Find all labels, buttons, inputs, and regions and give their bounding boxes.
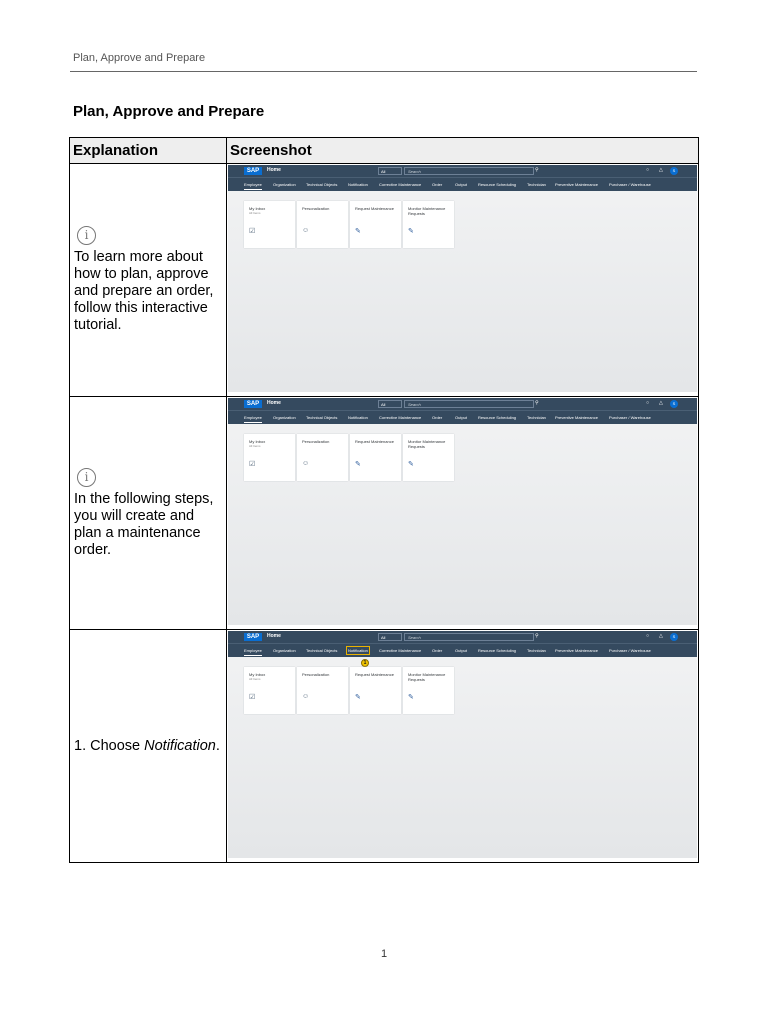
tab-organization: Organization bbox=[273, 648, 296, 653]
tab-technical-objects: Technical Objects bbox=[306, 648, 338, 653]
tab-preventive-maintenance: Preventive Maintenance bbox=[555, 415, 598, 420]
home-menu: Home bbox=[267, 633, 281, 639]
document-icon: ✎ bbox=[408, 461, 414, 468]
help-icon: ○ bbox=[646, 633, 650, 639]
avatar: S bbox=[670, 400, 678, 408]
tab-preventive-maintenance: Preventive Maintenance bbox=[555, 182, 598, 187]
tab-technician: Technician bbox=[527, 182, 546, 187]
home-menu: Home bbox=[267, 167, 281, 173]
tab-order: Order bbox=[432, 415, 443, 420]
inbox-icon: ☑ bbox=[249, 461, 256, 468]
column-header-explanation: Explanation bbox=[70, 138, 227, 164]
space-tabs bbox=[228, 177, 697, 191]
inbox-icon: ☑ bbox=[249, 694, 256, 701]
person-icon: ☺ bbox=[302, 460, 310, 467]
tab-technician: Technician bbox=[527, 415, 546, 420]
avatar: S bbox=[670, 633, 678, 641]
search-icon: ⚲ bbox=[535, 400, 539, 406]
tab-order: Order bbox=[432, 182, 443, 187]
sap-launchpad-screenshot bbox=[228, 398, 697, 625]
search-icon: ⚲ bbox=[535, 167, 539, 173]
info-icon: i bbox=[77, 226, 96, 245]
table-row bbox=[70, 164, 699, 397]
sap-logo: SAP bbox=[244, 400, 262, 408]
document-icon: ✎ bbox=[408, 694, 414, 701]
tab-purchaser-warehouse: Purchaser / Warehouse bbox=[609, 415, 651, 420]
shell-bar bbox=[228, 398, 697, 410]
tile-request-maintenance: Request Maintenance ✎ bbox=[350, 434, 401, 481]
tab-notification: Notification bbox=[348, 415, 368, 420]
space-tabs bbox=[228, 643, 697, 657]
header-divider bbox=[70, 71, 697, 72]
document-icon: ✎ bbox=[408, 228, 414, 235]
column-header-screenshot: Screenshot bbox=[227, 138, 699, 164]
document-icon: ✎ bbox=[355, 461, 361, 468]
sap-launchpad-screenshot bbox=[228, 631, 697, 858]
search-icon: ⚲ bbox=[535, 633, 539, 639]
info-icon: i bbox=[77, 468, 96, 487]
shell-bar bbox=[228, 165, 697, 177]
screenshot-cell bbox=[227, 164, 699, 397]
sap-logo: SAP bbox=[244, 167, 262, 175]
search-input: Search bbox=[404, 633, 534, 641]
tab-technician: Technician bbox=[527, 648, 546, 653]
avatar: S bbox=[670, 167, 678, 175]
tile-my-inbox: My Inbox All Items ☑ bbox=[244, 667, 295, 714]
step-marker: 1 bbox=[361, 659, 369, 667]
explanation-cell bbox=[70, 630, 227, 863]
tab-notification-highlighted: Notification bbox=[348, 648, 368, 653]
tab-output: Output bbox=[455, 648, 468, 653]
search-scope-select: All bbox=[378, 633, 402, 641]
search-input: Search bbox=[404, 400, 534, 408]
table-row bbox=[70, 397, 699, 630]
tab-purchaser-warehouse: Purchaser / Warehouse bbox=[609, 182, 651, 187]
home-menu: Home bbox=[267, 400, 281, 406]
tab-output: Output bbox=[455, 182, 468, 187]
explanation-text: To learn more about how to plan, approve and prepare an order, follow this interactive tutorial. bbox=[74, 249, 214, 333]
bell-icon: △ bbox=[659, 633, 663, 639]
tile-personalization: Personalization ☺ bbox=[297, 201, 348, 248]
tile-monitor-maintenance-requests: Monitor Maintenance Requests ✎ bbox=[403, 201, 454, 248]
tile-my-inbox: My Inbox All Items ☑ bbox=[244, 201, 295, 248]
inbox-icon: ☑ bbox=[249, 228, 256, 235]
tab-corrective-maintenance: Corrective Maintenance bbox=[379, 415, 422, 420]
tab-purchaser-warehouse: Purchaser / Warehouse bbox=[609, 648, 651, 653]
tab-order: Order bbox=[432, 648, 443, 653]
search-input: Search bbox=[404, 167, 534, 175]
table-row bbox=[70, 630, 699, 863]
tab-employee: Employee bbox=[244, 415, 262, 423]
search-scope-select: All bbox=[378, 167, 402, 175]
sap-launchpad-screenshot bbox=[228, 165, 697, 392]
explanation-text: In the following steps, you will create and plan a maintenance order. bbox=[74, 490, 214, 558]
help-icon: ○ bbox=[646, 167, 650, 173]
tab-organization: Organization bbox=[273, 182, 296, 187]
tab-employee: Employee bbox=[244, 648, 262, 656]
tab-output: Output bbox=[455, 415, 468, 420]
table-header-row bbox=[70, 138, 699, 164]
space-tabs bbox=[228, 410, 697, 424]
tile-my-inbox: My Inbox All Items ☑ bbox=[244, 434, 295, 481]
search-scope-select: All bbox=[378, 400, 402, 408]
tile-monitor-maintenance-requests: Monitor Maintenance Requests ✎ bbox=[403, 434, 454, 481]
bell-icon: △ bbox=[659, 400, 663, 406]
document-icon: ✎ bbox=[355, 694, 361, 701]
tile-personalization: Personalization ☺ bbox=[297, 434, 348, 481]
help-icon: ○ bbox=[646, 400, 650, 406]
person-icon: ☺ bbox=[302, 227, 310, 234]
document-icon: ✎ bbox=[355, 228, 361, 235]
bell-icon: △ bbox=[659, 167, 663, 173]
screenshot-cell bbox=[227, 630, 699, 863]
tab-corrective-maintenance: Corrective Maintenance bbox=[379, 182, 422, 187]
page-number: 1 bbox=[380, 948, 388, 960]
tab-resource-scheduling: Resource Scheduling bbox=[478, 182, 517, 187]
explanation-cell bbox=[70, 397, 227, 630]
tile-request-maintenance: Request Maintenance ✎ bbox=[350, 201, 401, 248]
tab-organization: Organization bbox=[273, 415, 296, 420]
tile-monitor-maintenance-requests: Monitor Maintenance Requests ✎ bbox=[403, 667, 454, 714]
tab-corrective-maintenance: Corrective Maintenance bbox=[379, 648, 422, 653]
running-header: Plan, Approve and Prepare bbox=[73, 52, 206, 64]
explanation-cell bbox=[70, 164, 227, 397]
tile-request-maintenance: Request Maintenance ✎ bbox=[350, 667, 401, 714]
ui-element-name: Notification bbox=[144, 737, 216, 754]
tab-preventive-maintenance: Preventive Maintenance bbox=[555, 648, 598, 653]
person-icon: ☺ bbox=[302, 693, 310, 700]
shell-bar bbox=[228, 631, 697, 643]
tab-resource-scheduling: Resource Scheduling bbox=[478, 415, 517, 420]
screenshot-cell bbox=[227, 397, 699, 630]
tab-notification: Notification bbox=[348, 182, 368, 187]
tab-employee: Employee bbox=[244, 182, 262, 190]
sap-logo: SAP bbox=[244, 633, 262, 641]
tab-technical-objects: Technical Objects bbox=[306, 182, 338, 187]
explanation-text: 1. Choose Notification. bbox=[74, 737, 220, 754]
tile-personalization: Personalization ☺ bbox=[297, 667, 348, 714]
tab-resource-scheduling: Resource Scheduling bbox=[478, 648, 517, 653]
steps-table bbox=[69, 137, 699, 863]
document-title: Plan, Approve and Prepare bbox=[73, 103, 265, 120]
tab-technical-objects: Technical Objects bbox=[306, 415, 338, 420]
